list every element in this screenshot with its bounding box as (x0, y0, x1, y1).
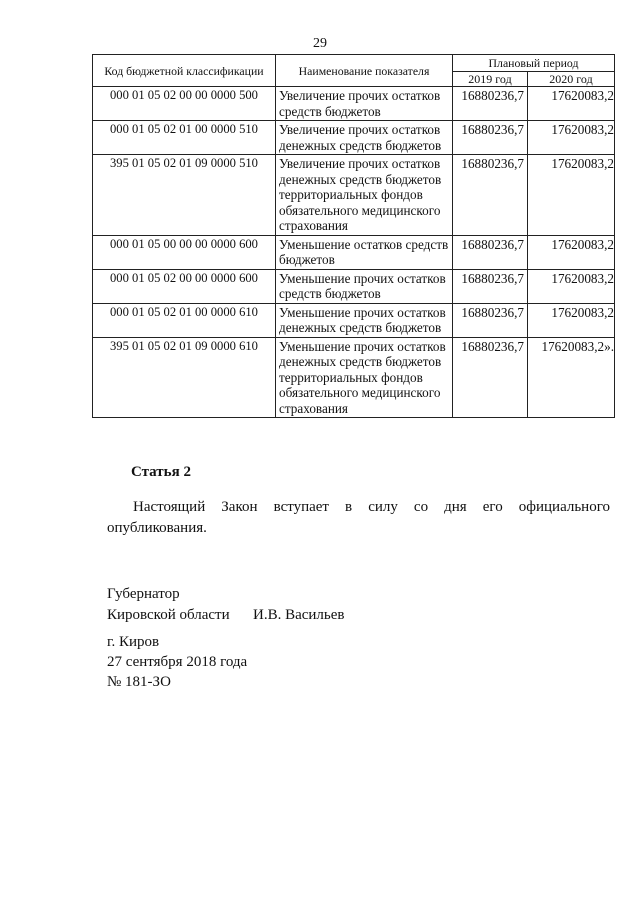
cell-value-2019: 16880236,7 (453, 337, 528, 418)
signature-region: Кировской области (107, 607, 230, 623)
place-city: г. Киров (107, 634, 160, 650)
cell-value-2020: 17620083,2 (528, 269, 615, 303)
header-period: Плановый период (453, 55, 615, 72)
cell-name: Уменьшение прочих остатков денежных средств бюджетов (276, 303, 453, 337)
cell-code: 000 01 05 02 00 00 0000 600 (93, 269, 276, 303)
cell-code: 000 01 05 00 00 00 0000 600 (93, 235, 276, 269)
article-title: Статья 2 (131, 464, 191, 480)
cell-code: 000 01 05 02 01 00 0000 610 (93, 303, 276, 337)
header-year-2020: 2020 год (528, 72, 615, 87)
budget-table (92, 54, 615, 418)
document-date: 27 сентября 2018 года (107, 654, 248, 670)
cell-value-2019: 16880236,7 (453, 235, 528, 269)
cell-value-2019: 16880236,7 (453, 155, 528, 236)
document-number: № 181-ЗО (107, 674, 171, 690)
place-date-block (107, 632, 247, 692)
cell-value-2020: 17620083,2 (528, 121, 615, 155)
table-header-row (93, 55, 615, 72)
cell-code: 395 01 05 02 01 09 0000 610 (93, 337, 276, 418)
cell-name: Увеличение прочих остатков денежных средств бюджетов (276, 121, 453, 155)
cell-value-2020: 17620083,2 (528, 303, 615, 337)
table-row (93, 87, 615, 121)
cell-name: Уменьшение остатков средств бюджетов (276, 235, 453, 269)
table-row (93, 303, 615, 337)
cell-code: 395 01 05 02 01 09 0000 510 (93, 155, 276, 236)
cell-code: 000 01 05 02 01 00 0000 510 (93, 121, 276, 155)
cell-value-2020: 17620083,2 (528, 235, 615, 269)
cell-value-2019: 16880236,7 (453, 87, 528, 121)
header-code: Код бюджетной классификации (93, 55, 276, 87)
signature-title: Губернатор (107, 586, 180, 602)
table-row (93, 337, 615, 418)
signature-block (107, 584, 345, 626)
header-name: Наименование показателя (276, 55, 453, 87)
table-row (93, 269, 615, 303)
cell-value-2019: 16880236,7 (453, 269, 528, 303)
cell-name: Уменьшение прочих остатков средств бюджетов (276, 269, 453, 303)
cell-value-2020: 17620083,2». (528, 337, 615, 418)
cell-value-2020: 17620083,2 (528, 87, 615, 121)
table-row (93, 155, 615, 236)
cell-name: Увеличение прочих остатков средств бюджетов (276, 87, 453, 121)
cell-name: Увеличение прочих остатков денежных средств бюджетов территориальных фондов обязательного медицинского страхования (276, 155, 453, 236)
article-text: Настоящий Закон вступает в силу со дня его официального опубликования. (107, 499, 610, 536)
cell-value-2020: 17620083,2 (528, 155, 615, 236)
header-year-2019: 2019 год (453, 72, 528, 87)
table-row (93, 235, 615, 269)
signature-name: И.В. Васильев (253, 607, 345, 623)
cell-value-2019: 16880236,7 (453, 121, 528, 155)
cell-code: 000 01 05 02 00 00 0000 500 (93, 87, 276, 121)
page-number: 29 (313, 36, 327, 51)
cell-value-2019: 16880236,7 (453, 303, 528, 337)
table-row (93, 121, 615, 155)
cell-name: Уменьшение прочих остатков денежных средств бюджетов территориальных фондов обязательного медицинского страхования (276, 337, 453, 418)
signature-line (107, 605, 345, 626)
